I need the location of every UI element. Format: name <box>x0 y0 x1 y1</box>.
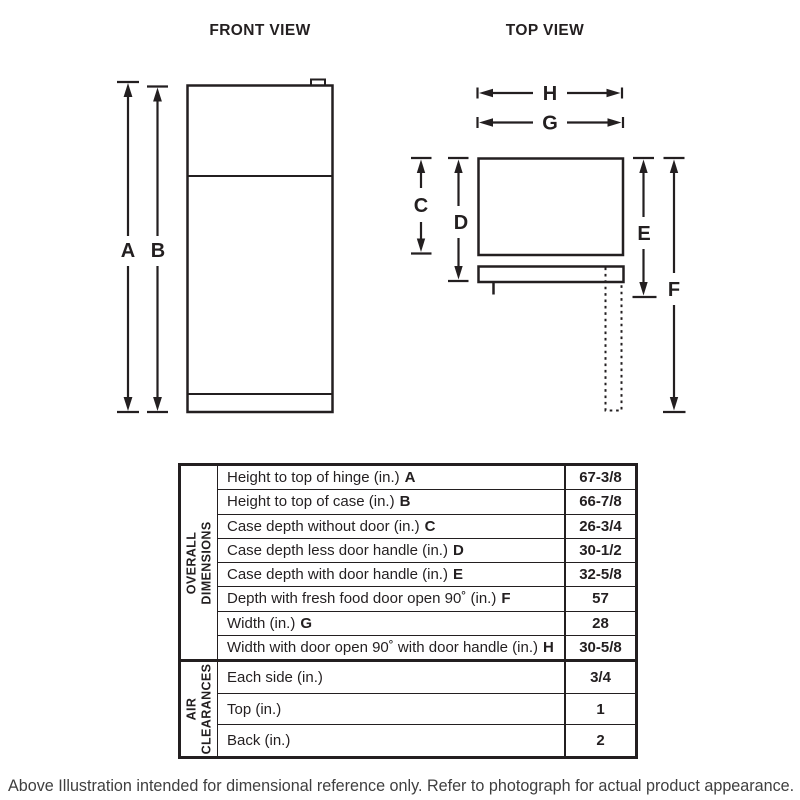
overall-dimensions-section <box>181 466 635 662</box>
table-row: Width (in.) G 28 <box>218 612 635 636</box>
table-row: Case depth with door handle (in.) E 32-5/8 <box>218 563 635 587</box>
door-top-outline <box>479 267 624 283</box>
dimension-E <box>633 158 657 297</box>
overall-dimensions-header-text: OVERALL DIMENSIONS <box>184 520 213 605</box>
air-clearances-header-cell <box>181 662 218 756</box>
air-clearances-rows <box>218 662 635 756</box>
dimension-label-E: E <box>637 223 651 245</box>
dimension-label-D: D <box>453 212 469 234</box>
front-view-title: FRONT VIEW <box>209 22 311 39</box>
dimension-label-A: A <box>120 240 136 262</box>
top-view-title: TOP VIEW <box>505 22 585 39</box>
top-view-drawing <box>411 83 686 412</box>
dimension-G <box>478 113 624 135</box>
dimension-B <box>147 87 168 413</box>
dimension-label-H: H <box>542 83 558 105</box>
dimension-label-B: B <box>150 240 166 262</box>
value-cell: 30-1/2 <box>564 539 635 562</box>
table-row: Each side (in.) 3/4 <box>218 662 635 694</box>
value-cell: 2 <box>564 725 635 756</box>
value-cell: 26-3/4 <box>564 515 635 538</box>
value-cell: 1 <box>564 694 635 725</box>
door-open-swing-dashed-outline <box>606 268 622 411</box>
value-cell: 30-5/8 <box>564 636 635 659</box>
front-view-drawing <box>117 80 333 413</box>
refrigerator-top-outline <box>479 159 624 256</box>
table-row: Back (in.) 2 <box>218 725 635 756</box>
value-cell: 57 <box>564 587 635 610</box>
value-cell: 3/4 <box>564 662 635 693</box>
air-clearances-section <box>181 662 635 756</box>
dimension-D <box>448 158 469 281</box>
table-row: Height to top of case (in.) B 66-7/8 <box>218 490 635 514</box>
table-row: Top (in.) 1 <box>218 694 635 726</box>
overall-dimensions-header-cell <box>181 466 218 659</box>
footer-disclaimer: Above Illustration intended for dimensional reference only. Refer to photograph for actual product appearance. <box>8 776 795 795</box>
dimensions-table <box>178 463 638 759</box>
value-cell: 28 <box>564 612 635 635</box>
table-row: Width with door open 90˚ with door handle (in.) H 30-5/8 <box>218 636 635 659</box>
dimension-C <box>411 158 432 254</box>
table-row: Height to top of hinge (in.) A 67-3/8 <box>218 466 635 490</box>
dimension-label-G: G <box>542 112 558 135</box>
value-cell: 66-7/8 <box>564 490 635 513</box>
table-row: Depth with fresh food door open 90˚ (in.) F 57 <box>218 587 635 611</box>
value-cell: 67-3/8 <box>564 466 635 489</box>
table-row: Case depth without door (in.) C 26-3/4 <box>218 515 635 539</box>
value-cell: 32-5/8 <box>564 563 635 586</box>
dimension-H <box>478 83 623 105</box>
dimension-label-F: F <box>667 279 681 301</box>
dimension-A <box>117 82 139 412</box>
refrigerator-front-outline <box>188 86 333 413</box>
dimension-label-C: C <box>413 195 429 217</box>
air-clearances-header-text: AIR CLEARANCES <box>184 663 213 755</box>
dimension-F <box>663 158 686 412</box>
table-row: Case depth less door handle (in.) D 30-1/2 <box>218 539 635 563</box>
overall-dimensions-rows <box>218 466 635 659</box>
